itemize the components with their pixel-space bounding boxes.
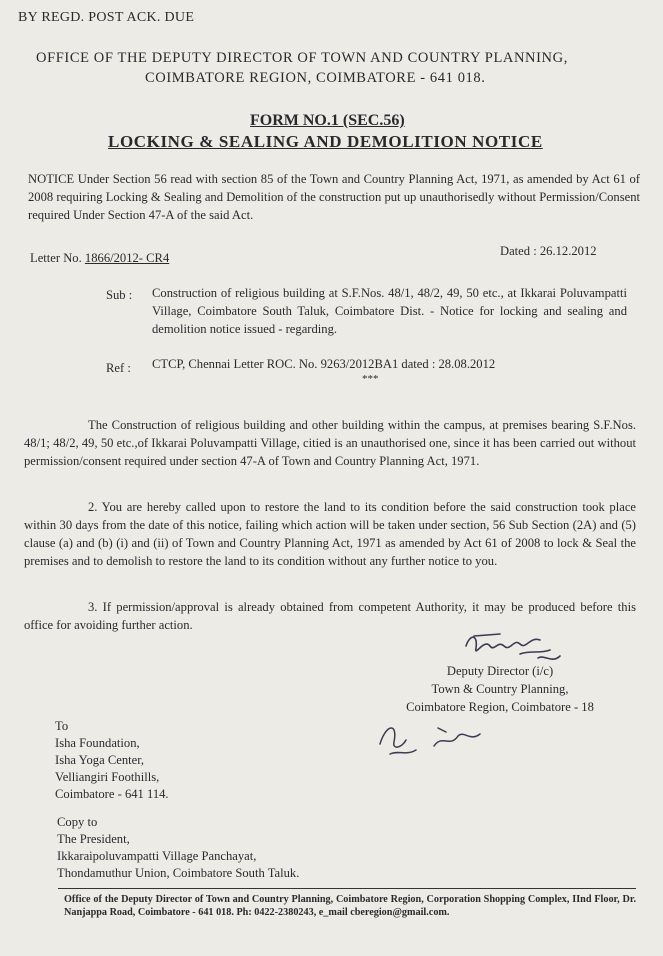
copy-to-label: Copy to bbox=[57, 815, 98, 829]
footer-divider bbox=[58, 888, 636, 889]
signatory-title: Deputy Director (i/c) bbox=[446, 664, 554, 678]
recipient-line: Velliangiri Foothills, bbox=[55, 770, 160, 784]
office-name-line2: COIMBATORE REGION, COIMBATORE - 641 018. bbox=[145, 70, 486, 86]
letter-number bbox=[30, 251, 169, 266]
form-number: FORM NO.1 (SEC.56) bbox=[250, 112, 405, 129]
recipient-block bbox=[55, 718, 169, 803]
subject-text: Construction of religious building at S.F.Nos. 48/1, 48/2, 49, 50 etc., at Ikkarai Poluvampatti Village, Coimbatore South Taluk, Coimbatore Dist. - Notice for locking and sealing and demolition notice issued - regarding. bbox=[152, 286, 627, 336]
reference-label: Ref : bbox=[106, 361, 131, 375]
form-title: LOCKING & SEALING AND DEMOLITION NOTICE bbox=[108, 132, 543, 151]
body-paragraph-2: 2. You are hereby called upon to restore the land to its condition before the said construction took place within 30 days from the date of this notice, failing which action will be taken under section, 56 Sub Section (2A) and (5) clause (a) and (b) (i) and (ii) of Town and Country Planning Act, 1971 as amended by Act 61 of 2008 to lock & Seal the premises and to demolish to restore the land to its condition without any further notice to you. bbox=[24, 500, 636, 568]
body-paragraph-1: The Construction of religious building and other building within the campus, at premises bearing S.F.Nos. 48/1; 48/2, 49, 50 etc.,of Ikkarai Poluvampatti Village, citied is an unauthorised one, since it has been carried out without permission/consent required under section 47-A of Town and Country Planning Act, 1971. bbox=[24, 418, 636, 468]
footer-address: Office of the Deputy Director of Town and Country Planning, Coimbatore Region, Corporation Shopping Complex, IInd Floor, Dr. Nanjappa Road, Coimbatore - 641 018. Ph: 0422-2380243, e_mail cberegion@gmail.com. bbox=[64, 894, 636, 918]
letter-number-value: 1866/2012- CR4 bbox=[84, 251, 170, 265]
subject-label: Sub : bbox=[106, 288, 133, 302]
recipient-line: Isha Yoga Center, bbox=[55, 753, 145, 767]
copy-to-line: The President, bbox=[57, 832, 130, 846]
copy-to-line: Thondamuthur Union, Coimbatore South Taluk. bbox=[57, 866, 300, 880]
letter-number-label: Letter No. bbox=[30, 251, 82, 265]
post-line: BY REGD. POST ACK. DUE bbox=[18, 10, 195, 25]
handwritten-initials bbox=[376, 714, 486, 762]
recipient-line: Coimbatore - 641 114. bbox=[55, 787, 169, 801]
signatory-region: Coimbatore Region, Coimbatore - 18 bbox=[406, 700, 594, 714]
copy-to-line: Ikkaraipoluvampatti Village Panchayat, bbox=[57, 849, 257, 863]
notice-paragraph: NOTICE Under Section 56 read with section 85 of the Town and Country Planning Act, 1971, as amended by Act 61 of 2008 requiring Locking & Sealing and Demolition of the construction put up unauthorisedly without Permission/Consent required Under Section 47-A of the said Act. bbox=[28, 172, 640, 222]
signatory-office: Town & Country Planning, bbox=[431, 682, 569, 696]
recipient-label: To bbox=[55, 719, 69, 733]
copy-to-block bbox=[57, 814, 299, 882]
letter-date: Dated : 26.12.2012 bbox=[500, 244, 597, 258]
signatory-block bbox=[370, 662, 630, 716]
reference-text: CTCP, Chennai Letter ROC. No. 9263/2012BA1 dated : 28.08.2012 bbox=[152, 357, 496, 371]
separator-stars: *** bbox=[362, 373, 379, 385]
body-paragraph-3: 3. If permission/approval is already obtained from competent Authority, it may be produced before this office for avoiding further action. bbox=[24, 600, 636, 632]
recipient-line: Isha Foundation, bbox=[55, 736, 140, 750]
office-name-line1: OFFICE OF THE DEPUTY DIRECTOR OF TOWN AND COUNTRY PLANNING, bbox=[36, 50, 568, 66]
